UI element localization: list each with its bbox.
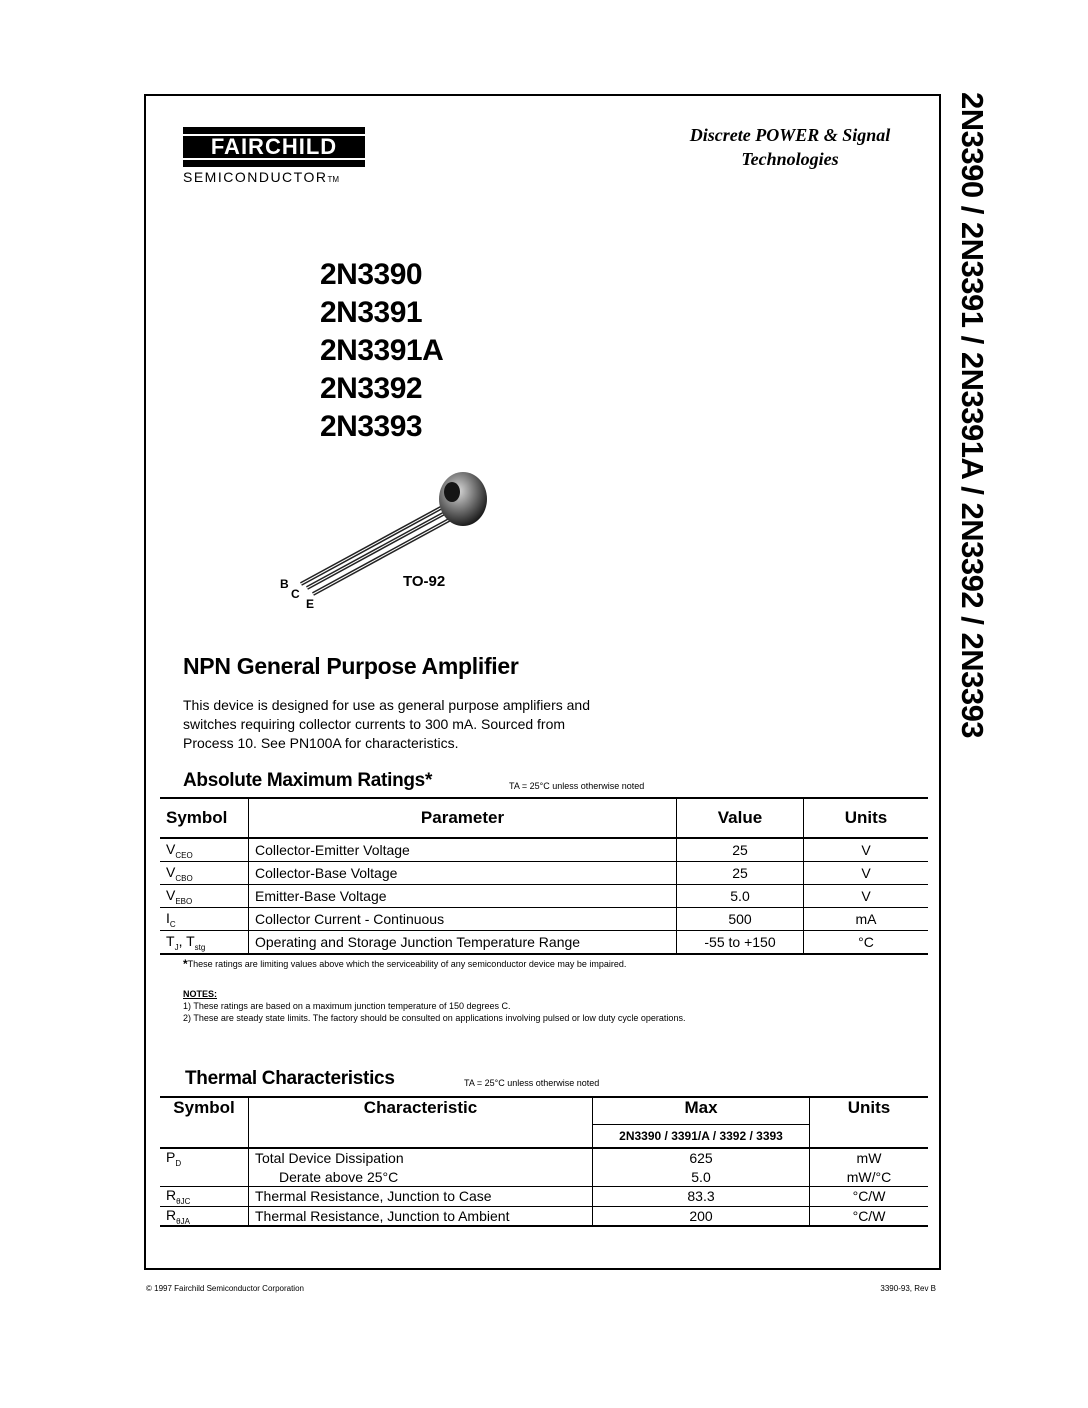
- logo-word: FAIRCHILD: [183, 136, 365, 158]
- fairchild-logo: [183, 127, 365, 185]
- units-cell: mA: [804, 908, 929, 931]
- thermal-heading: Thermal Characteristics: [185, 1068, 395, 1089]
- units-cell: V: [804, 862, 929, 885]
- col-symbol: Symbol: [160, 798, 249, 838]
- note-2: 2) These are steady state limits. The factory should be consulted on applications involving pulsed or low duty cycle operations.: [183, 1013, 686, 1023]
- max-cell: 83.3: [593, 1186, 810, 1206]
- value-cell: 500: [677, 908, 804, 931]
- table-row: [160, 1206, 928, 1226]
- col-units: Units: [810, 1097, 929, 1148]
- thermal-condition: TA = 25°C unless otherwise noted: [464, 1078, 600, 1088]
- units-cell: °C/W: [810, 1206, 929, 1226]
- part-number: 2N3390: [320, 258, 423, 291]
- side-title-text: 2N3390 / 2N3391 / 2N3391A / 2N3392 / 2N3393: [955, 92, 990, 739]
- thermal-table: [160, 1096, 928, 1227]
- part-number: 2N3393: [320, 410, 423, 443]
- parameter-cell: Emitter-Base Voltage: [249, 885, 677, 908]
- logo-bar-top: [183, 127, 365, 134]
- tagline-line2: Technologies: [741, 149, 839, 169]
- logo-sub-text: SEMICONDUCTOR: [183, 169, 328, 185]
- max-cell: 5.0: [593, 1168, 810, 1187]
- device-description: This device is designed for use as general purpose amplifiers and switches requiring collector currents to 300 mA. Sourced from Process 10. See PN100A for characteristics.: [183, 697, 591, 751]
- pin-b-label: B: [280, 577, 289, 591]
- units-cell: V: [804, 885, 929, 908]
- side-part-title: [950, 92, 990, 1272]
- value-cell: 25: [677, 862, 804, 885]
- table-row: [160, 908, 928, 931]
- footer-copyright: © 1997 Fairchild Semiconductor Corporation: [146, 1284, 304, 1293]
- value-cell: -55 to +150: [677, 931, 804, 955]
- symbol-cell: $V_{EBO}$: [160, 885, 249, 908]
- characteristic-cell: Derate above 25°C: [249, 1168, 593, 1187]
- part-number: 2N3392: [320, 372, 423, 405]
- page-border: [144, 94, 941, 1270]
- col-max: Max: [593, 1097, 810, 1125]
- table-row: [160, 862, 928, 885]
- symbol-cell: $P_D$: [166, 1149, 182, 1168]
- value-cell: 5.0: [677, 885, 804, 908]
- col-units: Units: [804, 798, 929, 838]
- logo-sub: [183, 169, 365, 185]
- symbol-cell: $V_{CEO}$: [160, 838, 249, 862]
- parameter-cell: Operating and Storage Junction Temperature Range: [249, 931, 677, 955]
- footer-docnum: 3390-93, Rev B: [880, 1284, 936, 1293]
- table-row: [160, 931, 928, 955]
- part-number-list: [320, 256, 443, 446]
- units-cell: mW/°C: [810, 1168, 929, 1187]
- table-header-row: [160, 1097, 928, 1125]
- package-name: TO-92: [403, 573, 446, 590]
- units-cell: °C: [804, 931, 929, 955]
- symbol-cell: $R_{\theta JC}$: [160, 1186, 249, 1206]
- units-cell: mW: [810, 1148, 929, 1168]
- parameter-cell: Collector Current - Continuous: [249, 908, 677, 931]
- symbol-cell: $R_{\theta JA}$: [166, 1206, 190, 1226]
- pin-e-label: E: [306, 597, 315, 611]
- symbol-cell: $I_C$: [160, 908, 249, 931]
- abs-max-heading: Absolute Maximum Ratings*: [183, 770, 433, 791]
- symbol-cell: $V_{CBO}$: [160, 862, 249, 885]
- pin-c-label: C: [291, 587, 300, 601]
- notes-label: NOTES:: [183, 989, 218, 999]
- table-row: [160, 1148, 928, 1168]
- max-cell: 200: [593, 1206, 810, 1226]
- table-header-row: [160, 798, 928, 838]
- table-row: [160, 838, 928, 862]
- abs-max-table: [160, 797, 928, 955]
- col-value: Value: [677, 798, 804, 838]
- characteristic-cell: Thermal Resistance, Junction to Case: [249, 1186, 593, 1206]
- value-cell: 25: [677, 838, 804, 862]
- tagline-line1: Discrete POWER & Signal: [689, 125, 891, 145]
- characteristic-cell: Thermal Resistance, Junction to Ambient: [249, 1206, 593, 1226]
- col-max-parts: 2N3390 / 3391/A / 3392 / 3393: [593, 1125, 810, 1149]
- table-row: [160, 1168, 928, 1187]
- col-symbol: Symbol: [160, 1097, 249, 1148]
- device-title: NPN General Purpose Amplifier: [183, 653, 519, 679]
- parameter-cell: Collector-Base Voltage: [249, 862, 677, 885]
- tagline: [650, 123, 930, 171]
- characteristic-cell: Total Device Dissipation: [249, 1148, 593, 1168]
- parameter-cell: Collector-Emitter Voltage: [249, 838, 677, 862]
- abs-max-footnote: *These ratings are limiting values above which the serviceability of any semiconductor device may be impaired.: [183, 957, 627, 971]
- abs-max-condition: TA = 25°C unless otherwise noted: [509, 781, 645, 791]
- units-cell: °C/W: [810, 1186, 929, 1206]
- max-cell: 625: [593, 1148, 810, 1168]
- note-1: 1) These ratings are based on a maximum junction temperature of 150 degrees C.: [183, 1001, 511, 1011]
- col-parameter: Parameter: [249, 798, 677, 838]
- symbol-cell: [160, 1168, 249, 1187]
- part-number: 2N3391: [320, 296, 423, 329]
- units-cell: V: [804, 838, 929, 862]
- part-number: 2N3391A: [320, 334, 444, 367]
- table-row: [160, 885, 928, 908]
- table-row: [160, 1186, 928, 1206]
- col-characteristic: Characteristic: [249, 1097, 593, 1148]
- logo-bar-bottom: [183, 160, 365, 167]
- logo-tm: TM: [327, 175, 340, 184]
- symbol-cell: $T_J$, $T_{stg}$: [166, 932, 206, 952]
